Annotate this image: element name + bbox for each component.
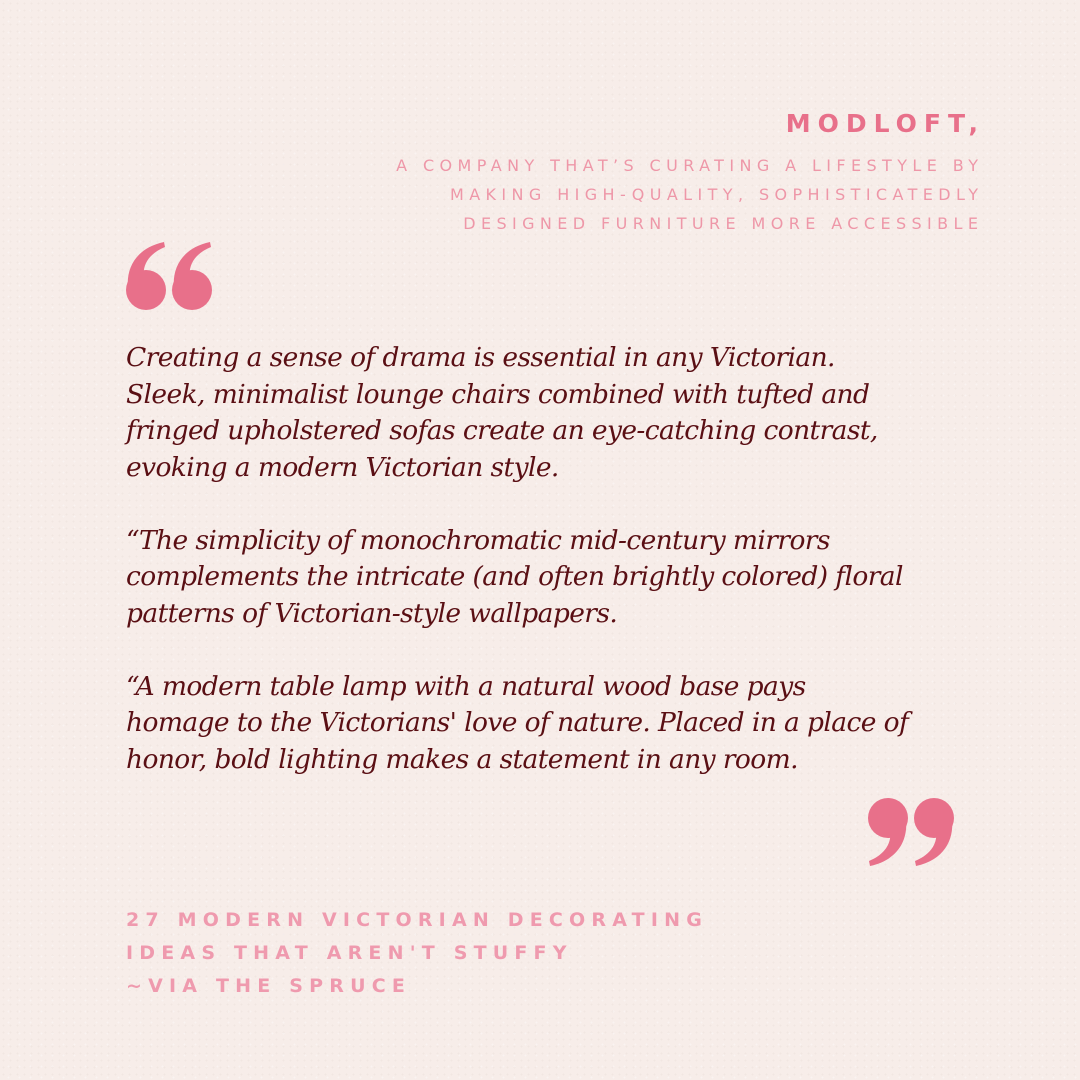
- source-line: ~VIA THE SPRUCE: [126, 975, 412, 997]
- quote-paragraph: [126, 340, 986, 486]
- quote-line: homage to the Victorians' love of nature. Placed in a place of: [126, 707, 909, 738]
- quote-line: Creating a sense of drama is essential in any Victorian.: [126, 342, 835, 373]
- source-line: 27 MODERN VICTORIAN DECORATING: [126, 909, 708, 931]
- quote-line: “The simplicity of monochromatic mid-century mirrors: [126, 524, 830, 556]
- quote-line: complements the intricate (and often brightly colored) floral: [126, 561, 903, 592]
- tagline-line: MAKING HIGH-QUALITY, SOPHISTICATEDLY: [449, 185, 984, 204]
- brand-name: MODLOFT,: [785, 109, 985, 138]
- quote-line: honor, bold lighting makes a statement in any room.: [126, 743, 798, 775]
- quote-body: [126, 340, 986, 815]
- quote-line: fringed upholstered sofas create an eye-catching contrast,: [126, 415, 878, 446]
- tagline: [396, 151, 984, 238]
- quote-line: evoking a modern Victorian style.: [126, 451, 559, 483]
- quote-paragraph: [126, 669, 986, 779]
- quote-line: “A modern table lamp with a natural wood base pays: [126, 670, 806, 702]
- source-line: IDEAS THAT AREN'T STUFFY: [126, 942, 573, 964]
- quote-paragraph: [126, 523, 986, 633]
- open-quote-icon: [124, 238, 216, 314]
- tagline-line: A COMPANY THAT’S CURATING A LIFESTYLE BY: [396, 156, 984, 175]
- close-quote-icon: [864, 794, 956, 870]
- quote-line: patterns of Victorian-style wallpapers.: [126, 597, 618, 629]
- quote-line: Sleek, minimalist lounge chairs combined with tufted and: [126, 378, 870, 410]
- source-attribution: [126, 904, 708, 1003]
- header: [396, 108, 985, 238]
- tagline-line: DESIGNED FURNITURE MORE ACCESSIBLE: [463, 214, 984, 233]
